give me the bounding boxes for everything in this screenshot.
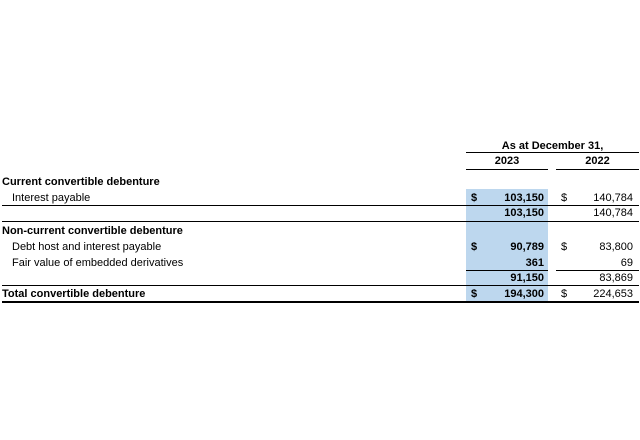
- current-section-title: Current convertible debenture: [2, 176, 160, 188]
- currency-symbol-2023: $: [471, 241, 478, 253]
- debt-host-2023: 90,789: [510, 241, 544, 253]
- year-2023-header: 2023: [494, 155, 520, 167]
- currency-symbol-2022: $: [561, 288, 568, 300]
- interest-payable-2022: 140,784: [593, 192, 633, 204]
- currency-symbol-2022: $: [561, 192, 568, 204]
- year-2022-underline: [556, 169, 639, 170]
- debt-host-label: Debt host and interest payable: [12, 241, 162, 253]
- fair-value-label: Fair value of embedded derivatives: [12, 257, 184, 269]
- noncurrent-subtotal-2023: 91,150: [510, 272, 544, 284]
- year-2022-header: 2022: [585, 155, 610, 167]
- total-bottom-rule: [2, 301, 639, 303]
- total-2023: 194,300: [504, 288, 544, 300]
- fair-value-2022: 69: [620, 257, 633, 269]
- debt-host-2022: 83,800: [599, 241, 633, 253]
- period-header: As at December 31,: [501, 140, 604, 152]
- current-subtotal-2022: 140,784: [593, 207, 633, 219]
- noncurrent-subtotal-2022: 83,869: [599, 272, 633, 284]
- interest-payable-label: Interest payable: [12, 192, 91, 204]
- currency-symbol-2023: $: [471, 288, 478, 300]
- total-label: Total convertible debenture: [2, 288, 146, 300]
- current-section-bottom-rule: [2, 221, 639, 222]
- total-2022: 224,653: [593, 288, 633, 300]
- currency-symbol-2022: $: [561, 241, 568, 253]
- year-2023-underline: [466, 169, 548, 170]
- interest-payable-2023: 103,150: [504, 192, 544, 204]
- noncurrent-section-title: Non-current convertible debenture: [2, 225, 183, 237]
- currency-symbol-2023: $: [471, 192, 478, 204]
- current-subtotal-2023: 103,150: [504, 207, 544, 219]
- fair-value-2023: 361: [525, 257, 544, 269]
